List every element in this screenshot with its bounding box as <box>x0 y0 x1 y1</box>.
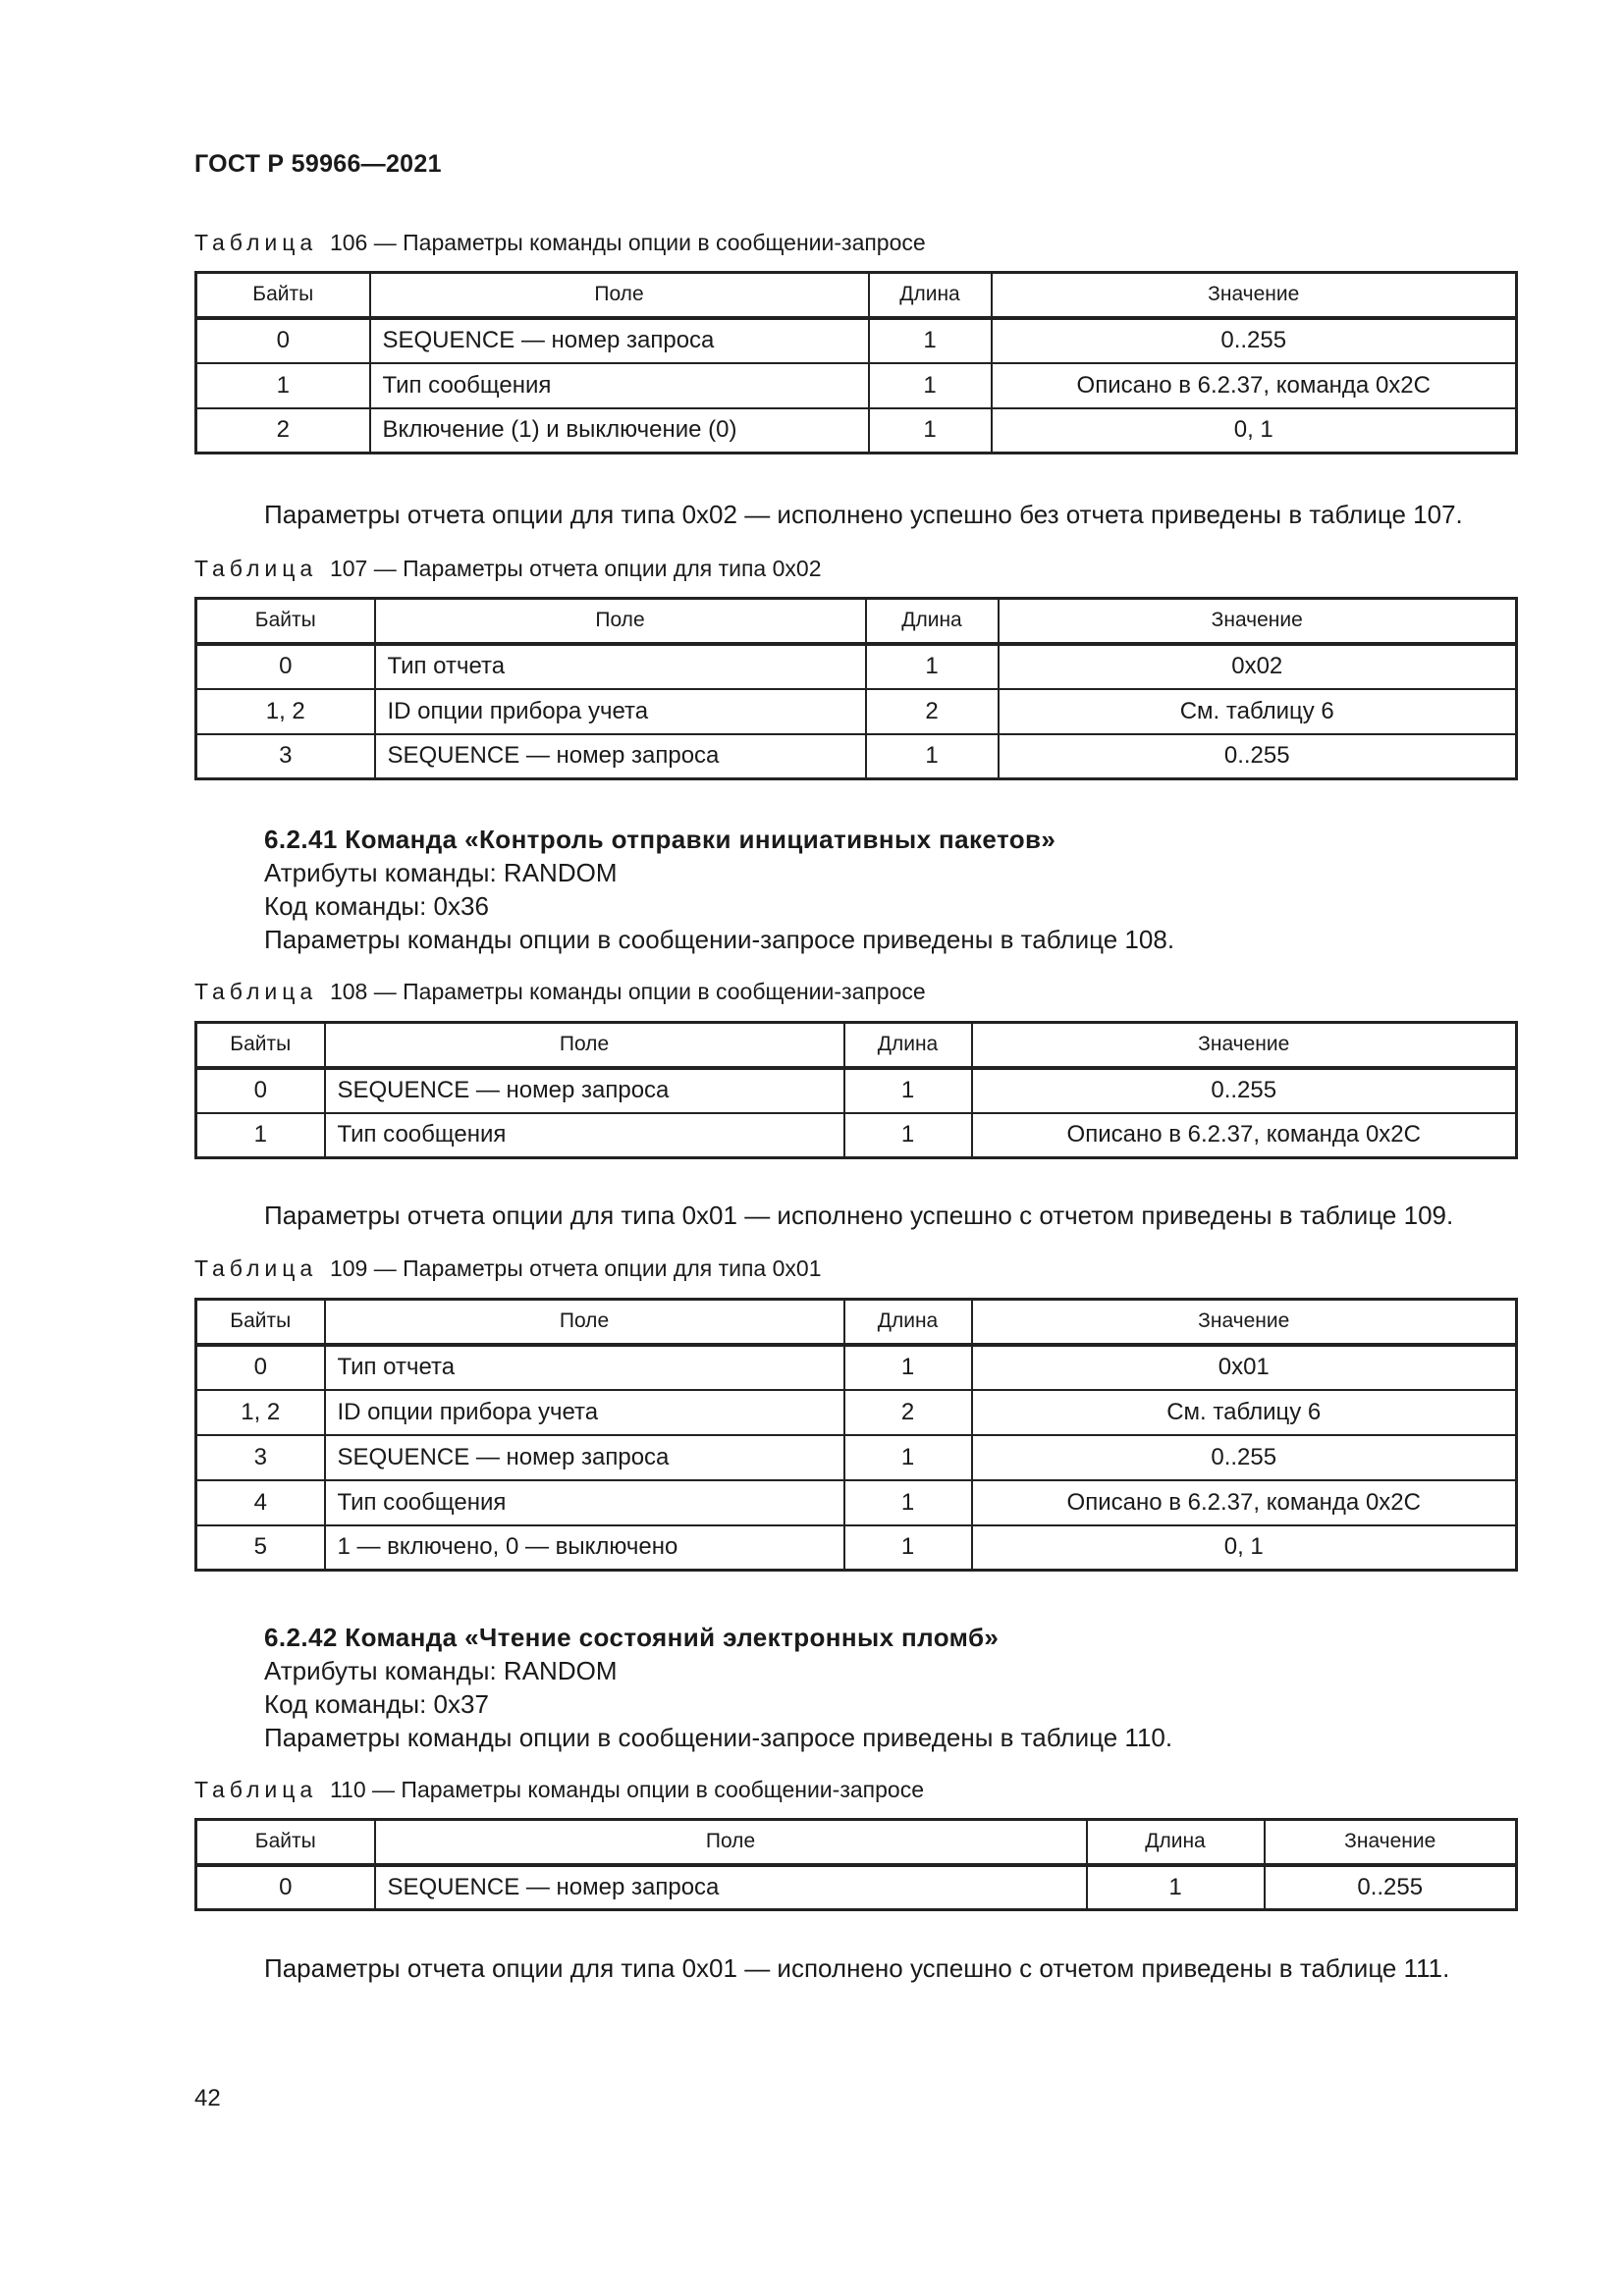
cell-length: 1 <box>869 408 992 454</box>
cell-value: 0, 1 <box>992 408 1517 454</box>
header-bytes: Байты <box>196 599 375 644</box>
cell-field: Тип отчета <box>325 1345 844 1390</box>
table-header-row <box>196 1820 1517 1865</box>
header-bytes: Байты <box>196 273 370 318</box>
cell-value: 0..255 <box>972 1068 1517 1113</box>
cell-field: SEQUENCE — номер запроса <box>375 1865 1087 1910</box>
cell-value: См. таблицу 6 <box>999 689 1517 734</box>
header-value: Значение <box>1265 1820 1517 1865</box>
cell-bytes: 0 <box>196 1345 325 1390</box>
cell-length: 1 <box>869 318 992 363</box>
table-word: Таблица <box>194 1255 318 1281</box>
header-length: Длина <box>1087 1820 1265 1865</box>
cell-length: 1 <box>844 1113 972 1158</box>
document-header: ГОСТ Р 59966—2021 <box>194 150 442 178</box>
cell-value: 0..255 <box>999 734 1517 779</box>
section-line: Атрибуты команды: RANDOM <box>264 858 618 887</box>
cell-length: 1 <box>844 1345 972 1390</box>
cell-length: 1 <box>844 1480 972 1525</box>
table-word: Таблица <box>194 230 318 255</box>
cell-bytes: 3 <box>196 734 375 779</box>
cell-length: 1 <box>844 1525 972 1571</box>
table-caption-108 <box>194 977 926 1006</box>
cell-field: ID опции прибора учета <box>325 1390 844 1435</box>
header-value: Значение <box>992 273 1517 318</box>
cell-value: 0x02 <box>999 644 1517 689</box>
cell-length: 1 <box>844 1068 972 1113</box>
cell-value: 0..255 <box>992 318 1517 363</box>
cell-field: SEQUENCE — номер запроса <box>325 1068 844 1113</box>
cell-field: SEQUENCE — номер запроса <box>370 318 869 363</box>
cell-bytes: 1, 2 <box>196 1390 325 1435</box>
table-title: — Параметры отчета опции для типа 0x01 <box>373 1255 822 1281</box>
table-row <box>196 1068 1517 1113</box>
table-109 <box>194 1298 1518 1572</box>
cell-bytes: 5 <box>196 1525 325 1571</box>
cell-bytes: 1 <box>196 363 370 408</box>
section-line: Код команды: 0x36 <box>264 891 489 921</box>
cell-value: См. таблицу 6 <box>972 1390 1517 1435</box>
section-line: Код команды: 0x37 <box>264 1689 489 1719</box>
cell-field: ID опции прибора учета <box>375 689 866 734</box>
cell-value: 0x01 <box>972 1345 1517 1390</box>
table-title: — Параметры команды опции в сообщении-запросе <box>372 1777 924 1802</box>
table-row <box>196 1435 1517 1480</box>
cell-length: 2 <box>866 689 999 734</box>
cell-value: 0..255 <box>972 1435 1517 1480</box>
cell-bytes: 0 <box>196 1865 375 1910</box>
cell-value: 0, 1 <box>972 1525 1517 1571</box>
table-caption-110 <box>194 1775 924 1804</box>
table-title: — Параметры отчета опции для типа 0x02 <box>373 556 822 581</box>
cell-bytes: 4 <box>196 1480 325 1525</box>
header-field: Поле <box>375 599 866 644</box>
table-number: 106 <box>329 230 368 255</box>
cell-field: SEQUENCE — номер запроса <box>325 1435 844 1480</box>
cell-length: 1 <box>866 734 999 779</box>
table-header-row <box>196 1300 1517 1345</box>
cell-bytes: 0 <box>196 1068 325 1113</box>
paragraph: Параметры отчета опции для типа 0x01 — исполнено успешно с отчетом приведены в таблице 109. <box>264 1201 1454 1230</box>
header-field: Поле <box>375 1820 1087 1865</box>
cell-bytes: 0 <box>196 318 370 363</box>
cell-bytes: 1 <box>196 1113 325 1158</box>
cell-field: Тип сообщения <box>325 1113 844 1158</box>
table-caption-106 <box>194 228 926 257</box>
page-number: 42 <box>194 2085 221 2111</box>
section-line: Атрибуты команды: RANDOM <box>264 1656 618 1685</box>
cell-length: 1 <box>869 363 992 408</box>
cell-value: 0..255 <box>1265 1865 1517 1910</box>
cell-bytes: 0 <box>196 644 375 689</box>
table-header-row <box>196 273 1517 318</box>
cell-field: Тип сообщения <box>370 363 869 408</box>
table-row <box>196 1345 1517 1390</box>
cell-length: 1 <box>844 1435 972 1480</box>
cell-length: 2 <box>844 1390 972 1435</box>
table-word: Таблица <box>194 1777 318 1802</box>
table-row <box>196 1865 1517 1910</box>
section-line: Параметры команды опции в сообщении-запросе приведены в таблице 108. <box>264 925 1175 954</box>
paragraph: Параметры отчета опции для типа 0x01 — исполнено успешно с отчетом приведены в таблице 111. <box>264 1953 1450 1983</box>
table-row <box>196 1390 1517 1435</box>
table-106 <box>194 271 1518 454</box>
table-107 <box>194 597 1518 780</box>
table-row <box>196 318 1517 363</box>
header-field: Поле <box>325 1300 844 1345</box>
table-row <box>196 408 1517 454</box>
header-bytes: Байты <box>196 1820 375 1865</box>
cell-length: 1 <box>1087 1865 1265 1910</box>
table-108 <box>194 1021 1518 1159</box>
header-field: Поле <box>370 273 869 318</box>
table-number: 107 <box>329 556 368 581</box>
section-title: 6.2.41 Команда «Контроль отправки инициативных пакетов» <box>264 825 1056 854</box>
table-number: 109 <box>329 1255 368 1281</box>
table-header-row <box>196 1023 1517 1068</box>
cell-field: SEQUENCE — номер запроса <box>375 734 866 779</box>
section-6-2-42 <box>264 1621 1172 1754</box>
cell-bytes: 1, 2 <box>196 689 375 734</box>
header-length: Длина <box>866 599 999 644</box>
header-value: Значение <box>999 599 1517 644</box>
cell-value: Описано в 6.2.37, команда 0x2C <box>972 1113 1517 1158</box>
table-110 <box>194 1818 1518 1911</box>
header-value: Значение <box>972 1300 1517 1345</box>
paragraph: Параметры отчета опции для типа 0x02 — исполнено успешно без отчета приведены в таблице 107. <box>264 500 1463 529</box>
table-row <box>196 1480 1517 1525</box>
cell-length: 1 <box>866 644 999 689</box>
header-field: Поле <box>325 1023 844 1068</box>
table-word: Таблица <box>194 979 318 1004</box>
table-title: — Параметры команды опции в сообщении-запросе <box>373 979 926 1004</box>
table-row <box>196 644 1517 689</box>
cell-field: Включение (1) и выключение (0) <box>370 408 869 454</box>
table-number: 110 <box>329 1777 366 1802</box>
header-length: Длина <box>844 1023 972 1068</box>
table-title: — Параметры команды опции в сообщении-запросе <box>373 230 926 255</box>
cell-field: 1 — включено, 0 — выключено <box>325 1525 844 1571</box>
header-length: Длина <box>869 273 992 318</box>
cell-bytes: 2 <box>196 408 370 454</box>
cell-field: Тип отчета <box>375 644 866 689</box>
table-caption-107 <box>194 554 822 583</box>
cell-value: Описано в 6.2.37, команда 0x2C <box>992 363 1517 408</box>
cell-value: Описано в 6.2.37, команда 0x2C <box>972 1480 1517 1525</box>
cell-bytes: 3 <box>196 1435 325 1480</box>
table-number: 108 <box>329 979 368 1004</box>
section-6-2-41 <box>264 823 1174 956</box>
cell-field: Тип сообщения <box>325 1480 844 1525</box>
section-title: 6.2.42 Команда «Чтение состояний электронных пломб» <box>264 1623 1000 1652</box>
header-value: Значение <box>972 1023 1517 1068</box>
table-word: Таблица <box>194 556 318 581</box>
header-length: Длина <box>844 1300 972 1345</box>
header-bytes: Байты <box>196 1300 325 1345</box>
table-caption-109 <box>194 1254 822 1283</box>
section-line: Параметры команды опции в сообщении-запросе приведены в таблице 110. <box>264 1723 1173 1752</box>
table-row <box>196 689 1517 734</box>
table-row <box>196 734 1517 779</box>
table-row <box>196 363 1517 408</box>
table-row <box>196 1525 1517 1571</box>
table-header-row <box>196 599 1517 644</box>
header-bytes: Байты <box>196 1023 325 1068</box>
table-row <box>196 1113 1517 1158</box>
